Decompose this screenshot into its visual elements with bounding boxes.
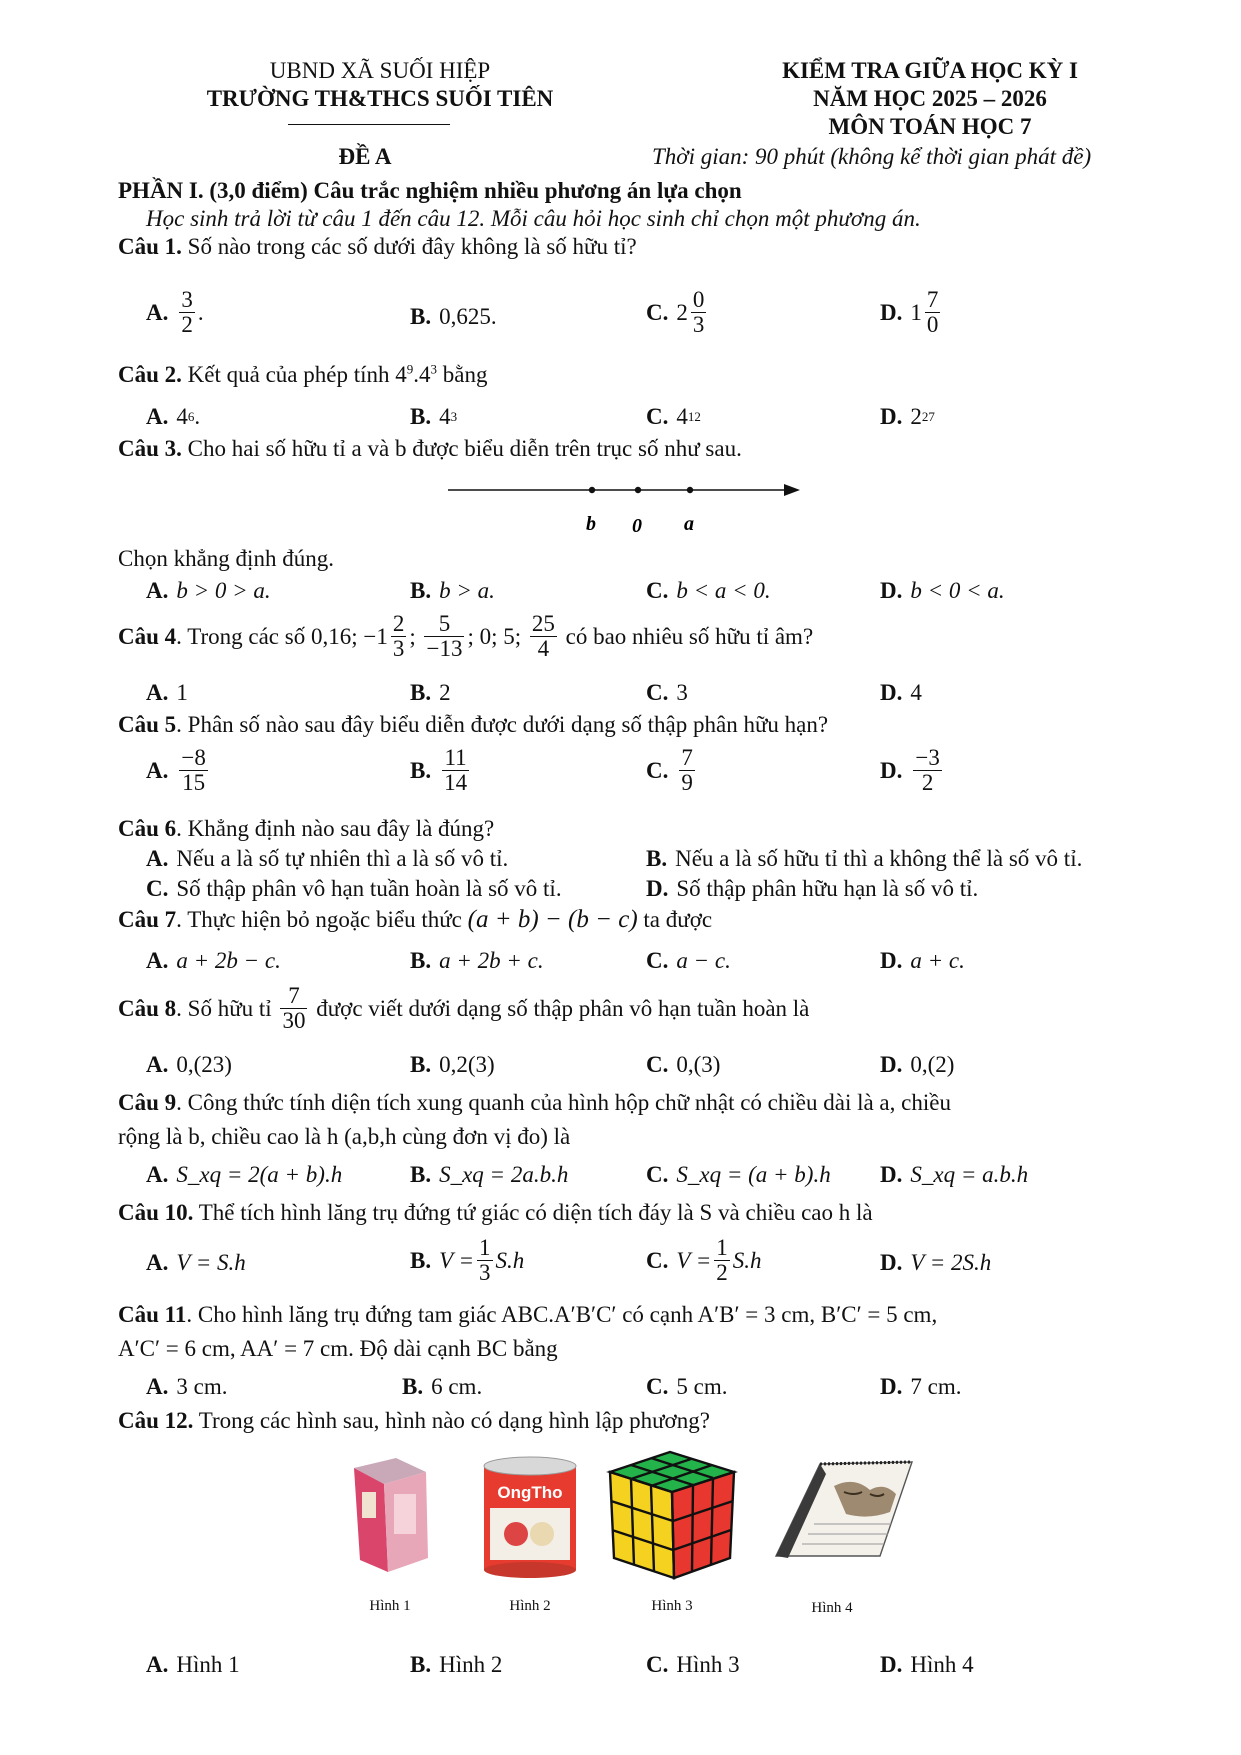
q1-option-c[interactable] [646,288,709,337]
question-text: . Cho hình lăng trụ đứng tam giác ABC.A′B′C′ có cạnh A′B′ = 3 cm, B′C′ = 5 cm, [186,1302,938,1327]
option-label: B. [410,1162,432,1187]
q12-option-b[interactable]: B. Hình 2 [410,1652,503,1677]
option-label: A. [146,846,169,871]
option-label: A. [146,680,169,705]
school-underline [288,124,450,125]
q5-option-c[interactable]: C. $\frac{7}{9}$ [646,745,693,796]
question-9-line2: rộng là b, chiều cao là h (a,b,h cùng đơn vị đo) là [118,1124,571,1149]
option-label: A. [146,299,169,325]
question-label: Câu 1. [118,234,182,259]
question-label: Câu 4 [118,623,177,649]
q11-option-b[interactable]: B. 6 cm. [402,1374,483,1399]
exam-title: KIỂM TRA GIỮA HỌC KỲ I [782,58,1078,83]
q1-option-b[interactable] [410,304,497,330]
q12-option-d[interactable]: D. Hình 4 [880,1652,974,1677]
option-label: C. [646,757,669,783]
question-text: Cho hai số hữu tỉ a và b được biểu diễn trên trục số như sau. [187,436,742,461]
question-label: Câu 8 [118,995,177,1021]
school-authority: UBND XÃ SUỐI HIỆP [269,58,491,83]
q2-option-d[interactable]: D. 2 27 [880,404,935,429]
q9-option-a[interactable]: A. S_xq = 2(a + b).h [146,1162,343,1187]
mixed-number: −1 $\frac{2}{3}$ [363,611,405,662]
option-label: D. [646,876,669,901]
q7-option-a[interactable]: A. a + 2b − c. [146,948,281,973]
figure-4-desk-calendar [774,1458,914,1568]
mixed-number: 1 $\frac{7}{0}$ [910,287,939,338]
q2-option-c[interactable]: C. 4 12 [646,404,701,429]
question-2 [118,362,487,388]
option-label: A. [146,1162,169,1187]
question-7 [118,906,712,934]
question-text-end: ta được [643,907,713,932]
q6-option-a[interactable] [146,846,508,872]
option-text: Nếu a là số tự nhiên thì a là số vô tỉ. [176,846,509,871]
q5-option-a[interactable]: A. $\frac{-8}{15}$ [146,745,206,796]
fraction: $\frac{3}{2}$ [181,287,193,338]
q6-option-b[interactable] [646,846,1082,872]
option-label: C. [646,1652,669,1677]
q9-option-d[interactable]: D. S_xq = a.b.h [880,1162,1029,1187]
school-name: TRƯỜNG TH&THCS SUỐI TIÊN [206,86,554,111]
option-label: C. [646,578,669,603]
part1-title: PHẦN I. (3,0 điểm) Câu trắc nghiệm nhiều phương án lựa chọn [118,178,742,203]
question-8 [118,984,809,1033]
option-label: D. [880,578,903,603]
figure-2-caption: Hình 2 [509,1598,551,1614]
q6-option-d[interactable] [646,876,978,902]
question-label: Câu 5 [118,712,177,737]
question-12 [118,1408,710,1434]
option-label: D. [880,1162,903,1187]
q8-option-d[interactable]: D. 0,(2) [880,1052,955,1077]
option-label: B. [410,1052,432,1077]
q3-option-a[interactable] [146,578,271,604]
can-brand: OngTho [497,1483,563,1502]
option-label: B. [410,304,432,329]
question-9 [118,1090,951,1116]
option-label: D. [880,1250,903,1275]
question-text: . Số hữu tỉ [176,995,272,1021]
option-text: b < a < 0. [676,578,771,603]
q3-option-b[interactable] [410,578,495,604]
question-1 [118,234,637,260]
question-text-end: được viết dưới dạng số thập phân vô hạn tuần hoàn là [316,995,810,1021]
question-text: Trong các hình sau, hình nào có dạng hình lập phương? [198,1408,710,1433]
q3-option-c[interactable] [646,578,771,604]
option-label: D. [880,680,903,705]
exam-time: Thời gian: 90 phút (không kể thời gian phát đề) [652,144,1092,169]
fraction: $\frac{5}{-13}$ [426,611,463,662]
q11-option-c[interactable]: C. 5 cm. [646,1374,728,1399]
question-11-line2: A′C′ = 6 cm, AA′ = 7 cm. Độ dài cạnh BC bằng [118,1336,558,1361]
option-label: A. [146,1652,169,1677]
option-label: D. [880,1652,903,1677]
question-text: . Thực hiện bỏ ngoặc biểu thức [176,907,462,932]
option-label: B. [410,404,432,429]
q4-option-a[interactable]: A. 1 [146,680,188,705]
q4-option-b[interactable]: B. 2 [410,680,451,705]
axis-label-0: 0 [632,515,642,537]
option-label: B. [410,1247,432,1273]
question-text: Số nào trong các số dưới đây không là số hữu tỉ? [187,234,637,259]
figure-3-caption: Hình 3 [651,1598,693,1614]
option-label: C. [146,876,169,901]
question-label: Câu 6 [118,816,177,841]
number-line [440,476,810,546]
option-label: C. [646,299,669,325]
option-label: B. [410,578,432,603]
q12-option-c[interactable]: C. Hình 3 [646,1652,740,1677]
option-label: A. [146,948,169,973]
option-label: D. [880,299,903,325]
option-label: C. [646,948,669,973]
q10-option-d[interactable]: D. V = 2S.h [880,1250,992,1275]
option-label: A. [146,1374,169,1399]
q11-option-d[interactable]: D. 7 cm. [880,1374,962,1399]
question-label: Câu 9 [118,1090,177,1115]
question-label: Câu 3. [118,436,182,461]
question-text-mid: ; 0; 5; [467,623,522,649]
q11-option-a[interactable]: A. 3 cm. [146,1374,228,1399]
question-text-end: bằng [442,362,488,387]
figure-1-milk-carton [348,1456,432,1576]
figure-2-milk-can [478,1454,582,1580]
q7-option-b[interactable]: B. a + 2b + c. [410,948,544,973]
option-label: D. [880,948,903,973]
option-text: b < 0 < a. [910,578,1005,603]
expression: (a + b) − (b − c) [467,906,638,933]
axis-label-a: a [684,513,694,535]
q10-option-a[interactable]: A. V = S.h [146,1250,246,1275]
question-3 [118,436,742,462]
q5-option-d[interactable]: D. $\frac{-3}{2}$ [880,745,940,796]
q1-option-d[interactable] [880,288,943,337]
option-label: A. [146,1052,169,1077]
axis-label-b: b [586,513,596,535]
option-text: b > 0 > a. [176,578,271,603]
option-label: C. [646,1162,669,1187]
option-label: A. [146,757,169,783]
q9-option-c[interactable]: C. S_xq = (a + b).h [646,1162,831,1187]
question-label: Câu 7 [118,907,177,932]
q12-option-a[interactable]: A. Hình 1 [146,1652,240,1677]
subject: MÔN TOÁN HỌC 7 [828,114,1032,139]
option-label: C. [646,680,669,705]
option-label: C. [646,1374,669,1399]
question-label: Câu 12. [118,1408,194,1433]
q5-option-b[interactable]: B. $\frac{11}{14}$ [410,745,468,796]
option-label: A. [146,404,169,429]
option-text: b > a. [439,578,495,603]
question-4: Câu 4 . Trong các số 0,16; −1 $\frac{2}{3}$ ; $\frac{5}{-13}$ ; 0; 5; $\frac{25}{4}$ có bao nhiêu số hữu tỉ âm? [118,611,814,662]
q10-option-c[interactable]: C. V = $\frac{1}{2}$ S.h [646,1235,762,1286]
q3-option-d[interactable] [880,578,1005,604]
option-label: C. [646,404,669,429]
question-text: Thể tích hình lăng trụ đứng tứ giác có diện tích đáy là S và chiều cao h là [198,1200,873,1225]
figure-1-caption: Hình 1 [369,1598,411,1614]
q8-option-b[interactable]: B. 0,2(3) [410,1052,495,1077]
option-label: C. [646,1052,669,1077]
option-text: Nếu a là số hữu tỉ thì a không thể là số vô tỉ. [675,846,1083,871]
question-text: Kết quả của phép tính [187,362,390,387]
question-10 [118,1200,873,1226]
option-label: A. [146,578,169,603]
option-label: B. [410,1652,432,1677]
exam-code: ĐỀ A [338,144,392,169]
option-label: B. [402,1374,424,1399]
q2-option-a[interactable]: A. 4 6 . [146,404,201,429]
option-label: D. [880,404,903,429]
question-text: . Phân số nào sau đây biểu diễn được dưới dạng số thập phân hữu hạn? [176,712,829,737]
q2-option-b[interactable]: B. 4 3 [410,404,458,429]
figure-4-caption: Hình 4 [811,1600,853,1616]
option-label: D. [880,757,903,783]
figure-3-rubik-cube [606,1448,738,1582]
option-text: Số thập phân vô hạn tuần hoàn là số vô tỉ. [176,876,562,901]
q8-option-c[interactable]: C. 0,(3) [646,1052,721,1077]
school-year: NĂM HỌC 2025 – 2026 [813,86,1047,111]
q10-option-b[interactable]: B. V = $\frac{1}{3}$ S.h [410,1235,525,1286]
fraction: $\frac{25}{4}$ [531,611,555,662]
question-label: Câu 2. [118,362,182,387]
option-label: B. [646,846,668,871]
q7-option-c[interactable]: C. a − c. [646,948,731,973]
question-6 [118,816,494,842]
q1-option-a[interactable]: A. $\frac{3}{2}$ . [146,287,204,338]
q3-prompt: Chọn khẳng định đúng. [118,546,334,571]
question-label: Câu 11 [118,1302,187,1327]
power-expression: $4^9.4^3$ [395,361,437,387]
q4-option-d[interactable]: D. 4 [880,680,922,705]
q8-option-a[interactable]: A. 0,(23) [146,1052,232,1077]
fraction: $\frac{7}{30}$ [282,983,306,1034]
question-text: . Khẳng định nào sau đây là đúng? [176,816,495,841]
mixed-number: 2 $\frac{0}{3}$ [676,287,705,338]
option-label: C. [646,1247,669,1273]
option-label: B. [410,680,432,705]
q7-option-d[interactable]: D. a + c. [880,948,965,973]
option-label: A. [146,1250,169,1275]
question-11 [118,1302,937,1328]
question-text-end: có bao nhiêu số hữu tỉ âm? [565,623,814,649]
q9-option-b[interactable]: B. S_xq = 2a.b.h [410,1162,569,1187]
part1-instruction: Học sinh trả lời từ câu 1 đến câu 12. Mỗi câu hỏi học sinh chỉ chọn một phương án. [146,206,921,231]
q6-option-c[interactable] [146,876,562,902]
question-5 [118,712,828,738]
question-text: . Trong các số 0,16; [176,623,358,649]
option-text: Số thập phân hữu hạn là số vô tỉ. [676,876,979,901]
question-text: . Công thức tính diện tích xung quanh của hình hộp chữ nhật có chiều dài là a, chiều [176,1090,951,1115]
option-label: B. [410,948,432,973]
option-label: D. [880,1374,903,1399]
option-text: 0,625. [439,304,497,329]
q4-option-c[interactable]: C. 3 [646,680,688,705]
question-label: Câu 10. [118,1200,194,1225]
option-label: D. [880,1052,903,1077]
option-label: B. [410,757,432,783]
